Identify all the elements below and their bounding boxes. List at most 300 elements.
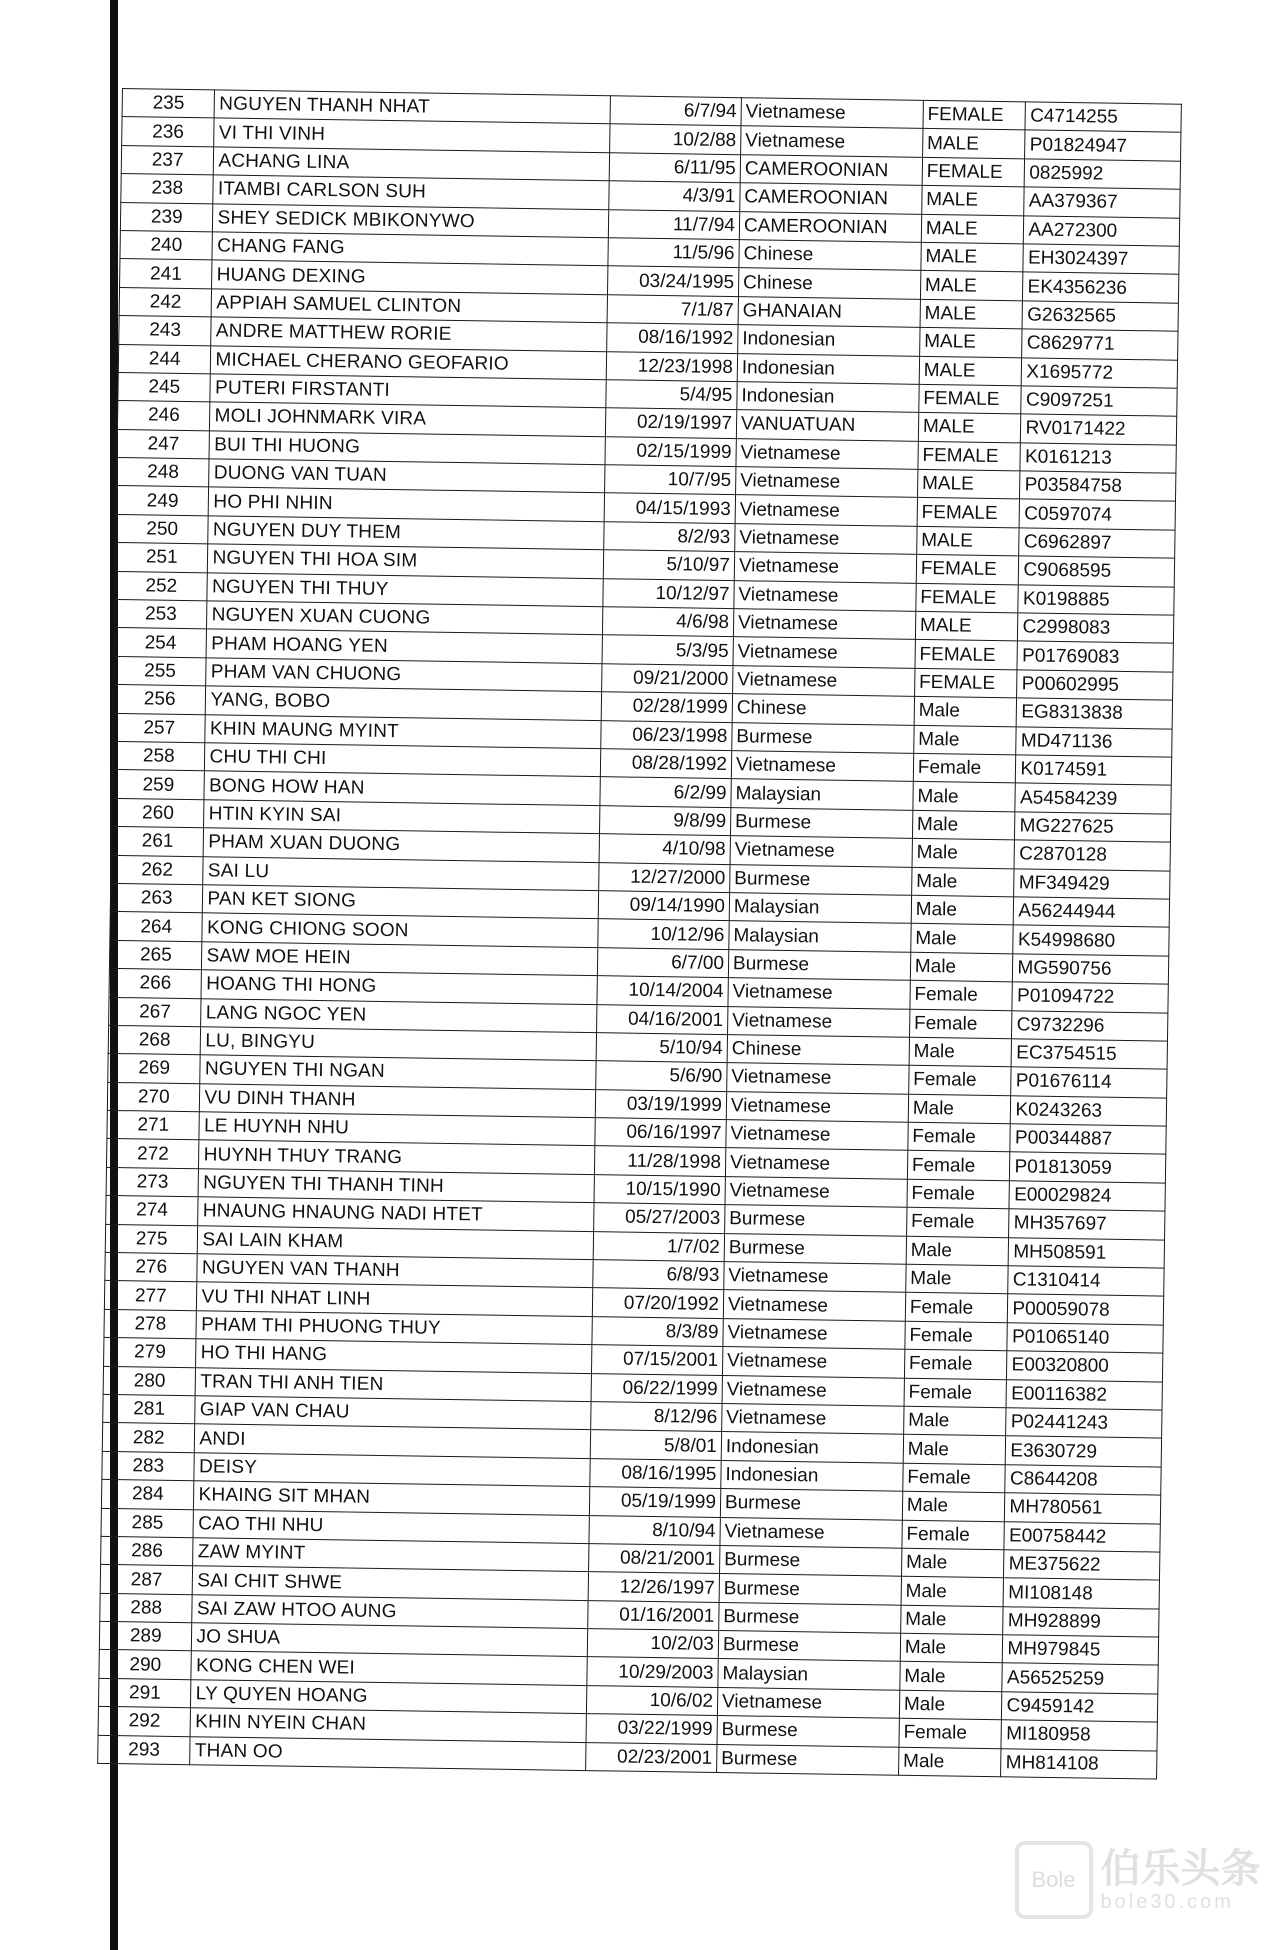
nationality-cell: Vietnamese [725, 1148, 907, 1179]
passport-number-cell: X1695772 [1022, 357, 1178, 388]
person-name-cell: VU THI NHAT LINH [197, 1282, 593, 1316]
passport-number-cell: E00758442 [1004, 1521, 1160, 1552]
person-name-cell: NGUYEN THI HOA SIM [208, 544, 604, 578]
nationality-cell: Vietnamese [720, 1517, 902, 1548]
row-number-cell: 247 [117, 429, 210, 459]
person-name-cell: HO PHI NHIN [209, 487, 605, 521]
person-name-cell: DUONG VAN TUAN [209, 459, 605, 493]
date-of-birth-cell: 5/4/95 [606, 380, 738, 410]
nationality-cell: Vietnamese [728, 978, 910, 1009]
nationality-cell: CAMEROONIAN [739, 211, 921, 242]
row-number-cell: 246 [117, 401, 210, 431]
person-name-cell: SAI CHIT SHWE [193, 1566, 589, 1600]
passport-number-cell: C6962897 [1019, 528, 1175, 559]
row-number-cell: 255 [114, 656, 207, 686]
nationality-cell: Burmese [728, 949, 910, 980]
date-of-birth-cell: 09/14/1990 [598, 891, 730, 921]
roster-sheet [97, 88, 1182, 1780]
person-name-cell: HUYNH THUY TRANG [199, 1140, 595, 1174]
row-number-cell: 237 [121, 145, 214, 175]
row-number-cell: 293 [98, 1735, 191, 1765]
nationality-cell: Vietnamese [730, 836, 912, 867]
gender-cell: Female [905, 1293, 1008, 1323]
person-name-cell: KONG CHEN WEI [191, 1651, 587, 1685]
row-number-cell: 269 [108, 1054, 201, 1084]
person-name-cell: LY QUYEN HOANG [191, 1680, 587, 1714]
person-name-cell: LE HUYNH NHU [199, 1112, 595, 1146]
row-number-cell: 286 [101, 1536, 194, 1566]
date-of-birth-cell: 05/27/2003 [593, 1203, 725, 1233]
gender-cell: MALE [920, 299, 1023, 329]
gender-cell: Male [899, 1690, 1002, 1720]
person-name-cell: PHAM THI PHUONG THUY [196, 1311, 592, 1345]
passport-number-cell: E00116382 [1006, 1379, 1162, 1410]
gender-cell: MALE [922, 186, 1025, 216]
passport-number-cell: K54998680 [1013, 925, 1169, 956]
nationality-cell: Indonesian [738, 325, 920, 356]
person-name-cell: ZAW MYINT [193, 1538, 589, 1572]
date-of-birth-cell: 02/15/1999 [605, 436, 737, 466]
gender-cell: Female [910, 980, 1013, 1010]
row-number-cell: 277 [104, 1281, 197, 1311]
date-of-birth-cell: 08/21/2001 [588, 1544, 720, 1574]
row-number-cell: 281 [103, 1394, 196, 1424]
person-name-cell: KHIN NYEIN CHAN [191, 1708, 587, 1742]
row-number-cell: 289 [99, 1621, 192, 1651]
person-name-cell: HUANG DEXING [212, 260, 608, 294]
row-number-cell: 262 [111, 855, 204, 885]
passport-number-cell: P01094722 [1012, 982, 1168, 1013]
passport-number-cell: RV0171422 [1021, 414, 1177, 445]
date-of-birth-cell: 10/12/96 [598, 919, 730, 949]
nationality-cell: Chinese [738, 268, 920, 299]
passport-number-cell: MG227625 [1015, 812, 1171, 843]
date-of-birth-cell: 11/28/1998 [594, 1146, 726, 1176]
passport-number-cell: C9068595 [1019, 556, 1175, 587]
gender-cell: MALE [918, 413, 1021, 443]
passport-number-cell: C4714255 [1025, 102, 1181, 133]
gender-cell: Female [909, 1009, 1012, 1039]
gender-cell: FEMALE [916, 555, 1019, 585]
gender-cell: Male [909, 1037, 1012, 1067]
gender-cell: Male [908, 1094, 1011, 1124]
row-number-cell: 287 [100, 1565, 193, 1595]
gender-cell: Female [906, 1208, 1009, 1238]
date-of-birth-cell: 6/2/99 [600, 777, 732, 807]
watermark-subtext: bole30.com [1100, 1890, 1234, 1913]
passport-number-cell: MD471136 [1016, 726, 1172, 757]
row-number-cell: 278 [104, 1309, 197, 1339]
row-number-cell: 239 [120, 202, 213, 232]
gender-cell: Male [911, 867, 1014, 897]
date-of-birth-cell: 10/6/02 [586, 1685, 718, 1715]
gender-cell: Male [914, 725, 1017, 755]
passport-number-cell: K0198885 [1018, 584, 1174, 615]
person-name-cell: KHAING SIT MHAN [194, 1481, 590, 1515]
date-of-birth-cell: 08/16/1992 [606, 323, 738, 353]
gender-cell: MALE [919, 327, 1022, 357]
row-number-cell: 292 [98, 1707, 191, 1737]
passport-number-cell: P00602995 [1017, 670, 1173, 701]
row-number-cell: 273 [106, 1167, 199, 1197]
gender-cell: FEMALE [923, 100, 1026, 130]
passport-number-cell: A56525259 [1002, 1663, 1158, 1694]
passport-number-cell: E00320800 [1007, 1351, 1163, 1382]
person-name-cell: SHEY SEDICK MBIKONYWO [213, 203, 609, 237]
gender-cell: MALE [916, 526, 1019, 556]
row-number-cell: 236 [122, 117, 215, 147]
date-of-birth-cell: 03/24/1995 [607, 266, 739, 296]
nationality-cell: CAMEROONIAN [740, 154, 922, 185]
date-of-birth-cell: 06/23/1998 [601, 720, 733, 750]
date-of-birth-cell: 07/15/2001 [591, 1345, 723, 1375]
watermark-text: 伯乐头条 [1100, 1846, 1261, 1891]
row-number-cell: 259 [112, 770, 205, 800]
passport-number-cell: C8629771 [1022, 329, 1178, 360]
date-of-birth-cell: 6/7/94 [610, 96, 742, 126]
nationality-cell: Vietnamese [727, 1063, 909, 1094]
person-name-cell: ANDRE MATTHEW RORIE [211, 317, 607, 351]
nationality-cell: Indonesian [737, 353, 919, 384]
passport-number-cell: P03584758 [1020, 471, 1176, 502]
row-number-cell: 265 [109, 940, 202, 970]
gender-cell: Male [906, 1236, 1009, 1266]
date-of-birth-cell: 11/5/96 [608, 238, 740, 268]
row-number-cell: 249 [116, 486, 209, 516]
passport-number-cell: A56244944 [1014, 897, 1170, 928]
nationality-cell: Vietnamese [723, 1290, 905, 1321]
nationality-cell: Indonesian [737, 382, 919, 413]
gender-cell: MALE [919, 356, 1022, 386]
date-of-birth-cell: 09/21/2000 [601, 663, 733, 693]
gender-cell: Male [901, 1577, 1004, 1607]
passport-number-cell: P00344887 [1010, 1124, 1166, 1155]
person-name-cell: NGUYEN THI THUY [207, 572, 603, 606]
passport-number-cell: P01676114 [1011, 1067, 1167, 1098]
row-number-cell: 242 [119, 287, 212, 317]
nationality-cell: Vietnamese [731, 751, 913, 782]
person-name-cell: APPIAH SAMUEL CLINTON [212, 289, 608, 323]
nationality-cell: Burmese [732, 722, 914, 753]
row-number-cell: 271 [107, 1110, 200, 1140]
nationality-cell: Burmese [719, 1574, 901, 1605]
gender-cell: Female [903, 1463, 1006, 1493]
date-of-birth-cell: 4/3/91 [609, 181, 741, 211]
passport-number-cell: MH979845 [1003, 1635, 1159, 1666]
row-number-cell: 288 [100, 1593, 193, 1623]
passport-number-cell: MI108148 [1004, 1578, 1160, 1609]
row-number-cell: 238 [121, 174, 214, 204]
nationality-cell: Vietnamese [741, 98, 923, 129]
person-name-cell: DEISY [194, 1452, 590, 1486]
row-number-cell: 250 [116, 514, 209, 544]
person-name-cell: BUI THI HUONG [209, 431, 605, 465]
person-name-cell: CAO THI NHU [193, 1509, 589, 1543]
date-of-birth-cell: 12/23/1998 [606, 351, 738, 381]
gender-cell: FEMALE [922, 157, 1025, 187]
date-of-birth-cell: 06/16/1997 [595, 1118, 727, 1148]
gender-cell: Male [901, 1548, 1004, 1578]
nationality-cell: Chinese [739, 240, 921, 271]
date-of-birth-cell: 02/19/1997 [605, 408, 737, 438]
date-of-birth-cell: 03/19/1999 [595, 1089, 727, 1119]
row-number-cell: 280 [103, 1366, 196, 1396]
date-of-birth-cell: 12/26/1997 [588, 1572, 720, 1602]
nationality-cell: Burmese [724, 1233, 906, 1264]
nationality-cell: Vietnamese [733, 665, 915, 696]
passport-number-cell: P02441243 [1006, 1408, 1162, 1439]
person-name-cell: KONG CHIONG SOON [202, 913, 598, 947]
nationality-cell: Burmese [719, 1602, 901, 1633]
person-name-cell: HTIN KYIN SAI [204, 800, 600, 834]
person-name-cell: YANG, BOBO [206, 686, 602, 720]
nationality-cell: Vietnamese [734, 580, 916, 611]
row-number-cell: 235 [122, 89, 215, 119]
gender-cell: Male [903, 1435, 1006, 1465]
row-number-cell: 254 [114, 628, 207, 658]
passport-number-cell: MF349429 [1014, 868, 1170, 899]
passport-number-cell: P01769083 [1017, 641, 1173, 672]
row-number-cell: 257 [113, 713, 206, 743]
gender-cell: Female [907, 1179, 1010, 1209]
passport-number-cell: P00059078 [1008, 1294, 1164, 1325]
gender-cell: Female [899, 1718, 1002, 1748]
passport-number-cell: G2632565 [1022, 301, 1178, 332]
date-of-birth-cell: 01/16/2001 [588, 1600, 720, 1630]
person-name-cell: ANDI [195, 1424, 591, 1458]
date-of-birth-cell: 03/22/1999 [586, 1714, 718, 1744]
date-of-birth-cell: 10/14/2004 [597, 976, 729, 1006]
gender-cell: FEMALE [919, 384, 1022, 414]
nationality-cell: Vietnamese [725, 1176, 907, 1207]
nationality-cell: Vietnamese [722, 1347, 904, 1378]
person-name-cell: HNAUNG HNAUNG NADI HTET [198, 1197, 594, 1231]
date-of-birth-cell: 8/3/89 [592, 1316, 724, 1346]
date-of-birth-cell: 8/2/93 [604, 522, 736, 552]
person-name-cell: NGUYEN XUAN CUONG [207, 601, 603, 635]
gender-cell: Male [913, 782, 1016, 812]
nationality-cell: Malaysian [729, 921, 911, 952]
passport-number-cell: C9097251 [1021, 386, 1177, 417]
watermark-logo-icon: Bole [1015, 1841, 1093, 1919]
nationality-cell: Indonesian [721, 1460, 903, 1491]
row-number-cell: 290 [99, 1650, 192, 1680]
nationality-cell: Burmese [717, 1716, 899, 1747]
nationality-cell: Vietnamese [724, 1262, 906, 1293]
person-name-cell: PHAM XUAN DUONG [204, 828, 600, 862]
date-of-birth-cell: 6/7/00 [597, 947, 729, 977]
passport-number-cell: K0174591 [1016, 755, 1172, 786]
row-number-cell: 284 [101, 1479, 194, 1509]
row-number-cell: 248 [117, 458, 210, 488]
row-number-cell: 267 [109, 997, 202, 1027]
nationality-cell: Vietnamese [726, 1091, 908, 1122]
passport-number-cell: E00029824 [1009, 1181, 1165, 1212]
person-name-cell: PAN KET SIONG [203, 885, 599, 919]
gender-cell: FEMALE [914, 668, 1017, 698]
passport-number-cell: MH780561 [1005, 1493, 1161, 1524]
nationality-cell: Burmese [730, 864, 912, 895]
person-name-cell: NGUYEN THI THANH TINH [199, 1169, 595, 1203]
date-of-birth-cell: 10/2/88 [609, 124, 741, 154]
gender-cell: Male [914, 697, 1017, 727]
nationality-cell: GHANAIAN [738, 296, 920, 327]
gender-cell: Female [905, 1321, 1008, 1351]
gender-cell: Male [911, 895, 1014, 925]
person-name-cell: SAI LU [203, 856, 599, 890]
gender-cell: MALE [921, 214, 1024, 244]
nationality-cell: Malaysian [731, 779, 913, 810]
date-of-birth-cell: 07/20/1992 [592, 1288, 724, 1318]
gender-cell: Male [900, 1662, 1003, 1692]
passport-number-cell: MG590756 [1013, 954, 1169, 985]
nationality-cell: Burmese [720, 1489, 902, 1520]
passport-number-cell: C0597074 [1020, 499, 1176, 530]
gender-cell: MALE [915, 611, 1018, 641]
date-of-birth-cell: 9/8/99 [599, 805, 731, 835]
passport-number-cell: C9459142 [1002, 1692, 1158, 1723]
person-name-cell: NGUYEN DUY THEM [208, 516, 604, 550]
row-number-cell: 275 [105, 1224, 198, 1254]
nationality-cell: Vietnamese [741, 126, 923, 157]
nationality-cell: Burmese [724, 1205, 906, 1236]
nationality-cell: Malaysian [718, 1659, 900, 1690]
passport-number-cell: EH3024397 [1023, 244, 1179, 275]
passport-number-cell: A54584239 [1015, 783, 1171, 814]
row-number-cell: 258 [112, 741, 205, 771]
gender-cell: Female [904, 1349, 1007, 1379]
passport-number-cell: EK4356236 [1023, 272, 1179, 303]
row-number-cell: 283 [102, 1451, 195, 1481]
row-number-cell: 264 [110, 912, 203, 942]
passport-number-cell: EC3754515 [1012, 1039, 1168, 1070]
gender-cell: Female [908, 1122, 1011, 1152]
row-number-cell: 282 [102, 1423, 195, 1453]
gender-cell: MALE [920, 271, 1023, 301]
gender-cell: Male [903, 1406, 1006, 1436]
person-name-cell: LANG NGOC YEN [201, 998, 597, 1032]
person-name-cell: VI THI VINH [214, 118, 610, 152]
date-of-birth-cell: 04/15/1993 [604, 493, 736, 523]
person-name-cell: ITAMBI CARLSON SUH [213, 175, 609, 209]
gender-cell: MALE [921, 242, 1024, 272]
gender-cell: Male [912, 838, 1015, 868]
person-name-cell: JO SHUA [192, 1623, 588, 1657]
gender-cell: Female [907, 1151, 1010, 1181]
nationality-cell: Vietnamese [734, 552, 916, 583]
nationality-cell: Burmese [719, 1545, 901, 1576]
gender-cell: Female [908, 1066, 1011, 1096]
person-name-cell: SAI LAIN KHAM [198, 1225, 594, 1259]
gender-cell: Male [898, 1747, 1001, 1777]
gender-cell: FEMALE [915, 640, 1018, 670]
gender-cell: MALE [922, 129, 1025, 159]
person-name-cell: HOANG THI HONG [201, 970, 597, 1004]
gender-cell: Female [913, 753, 1016, 783]
gender-cell: Male [911, 924, 1014, 954]
date-of-birth-cell: 08/28/1992 [600, 749, 732, 779]
gender-cell: MALE [917, 469, 1020, 499]
gender-cell: Male [912, 810, 1015, 840]
passport-number-cell: C8644208 [1005, 1465, 1161, 1496]
nationality-cell: CAMEROONIAN [740, 183, 922, 214]
person-name-cell: SAI ZAW HTOO AUNG [192, 1594, 588, 1628]
date-of-birth-cell: 5/10/94 [596, 1033, 728, 1063]
nationality-cell: Burmese [730, 807, 912, 838]
nationality-cell: Chinese [732, 694, 914, 725]
passport-number-cell: K0243263 [1011, 1095, 1167, 1126]
date-of-birth-cell: 6/11/95 [609, 153, 741, 183]
passport-number-cell: MH508591 [1009, 1237, 1165, 1268]
date-of-birth-cell: 10/29/2003 [587, 1657, 719, 1687]
passport-number-cell: P01813059 [1010, 1152, 1166, 1183]
date-of-birth-cell: 10/2/03 [587, 1629, 719, 1659]
passport-number-cell: MI180958 [1001, 1720, 1157, 1751]
nationality-cell: Chinese [727, 1034, 909, 1065]
person-name-cell: ACHANG LINA [214, 147, 610, 181]
passport-number-cell: P01065140 [1007, 1323, 1163, 1354]
passport-number-cell: ME375622 [1004, 1550, 1160, 1581]
person-name-cell: NGUYEN THANH NHAT [215, 90, 611, 124]
gender-cell: FEMALE [916, 583, 1019, 613]
roster-body [98, 89, 1182, 1780]
gender-cell: Female [902, 1520, 1005, 1550]
date-of-birth-cell: 06/22/1999 [591, 1373, 723, 1403]
row-number-cell: 253 [114, 599, 207, 629]
person-name-cell: TRAN THI ANH TIEN [196, 1367, 592, 1401]
date-of-birth-cell: 10/15/1990 [594, 1174, 726, 1204]
gender-cell: Male [906, 1264, 1009, 1294]
row-number-cell: 270 [107, 1082, 200, 1112]
date-of-birth-cell: 5/3/95 [602, 635, 734, 665]
gender-cell: Male [900, 1633, 1003, 1663]
passport-number-cell: C2998083 [1018, 613, 1174, 644]
passport-number-cell: C9732296 [1012, 1010, 1168, 1041]
date-of-birth-cell: 4/6/98 [602, 607, 734, 637]
date-of-birth-cell: 02/28/1999 [601, 692, 733, 722]
person-name-cell: HO THI HANG [196, 1339, 592, 1373]
nationality-cell: Vietnamese [735, 495, 917, 526]
person-name-cell: MOLI JOHNMARK VIRA [210, 402, 606, 436]
date-of-birth-cell: 12/27/2000 [598, 862, 730, 892]
watermark [1010, 1820, 1265, 1940]
gender-cell: Female [904, 1378, 1007, 1408]
date-of-birth-cell: 1/7/02 [593, 1231, 725, 1261]
nationality-cell: Vietnamese [733, 637, 915, 668]
passport-number-cell: P01824947 [1025, 130, 1181, 161]
passport-number-cell: EG8313838 [1017, 698, 1173, 729]
date-of-birth-cell: 04/16/2001 [596, 1004, 728, 1034]
person-name-cell: CHU THI CHI [205, 743, 601, 777]
passport-number-cell: MH814108 [1001, 1748, 1157, 1779]
nationality-cell: Vietnamese [735, 467, 917, 498]
nationality-cell: Vietnamese [726, 1120, 908, 1151]
person-name-cell: CHANG FANG [212, 232, 608, 266]
person-name-cell: PHAM HOANG YEN [207, 629, 603, 663]
passport-number-cell: AA272300 [1024, 215, 1180, 246]
passport-number-cell: MH928899 [1003, 1606, 1159, 1637]
date-of-birth-cell: 5/10/97 [603, 550, 735, 580]
nationality-cell: Vietnamese [717, 1687, 899, 1718]
date-of-birth-cell: 8/12/96 [590, 1402, 722, 1432]
person-name-cell: PUTERI FIRSTANTI [210, 374, 606, 408]
row-number-cell: 261 [111, 827, 204, 857]
nationality-cell: Indonesian [721, 1432, 903, 1463]
person-name-cell: KHIN MAUNG MYINT [205, 714, 601, 748]
person-name-cell: VU DINH THANH [200, 1083, 596, 1117]
person-name-cell: NGUYEN VAN THANH [197, 1254, 593, 1288]
gender-cell: Male [900, 1605, 1003, 1635]
